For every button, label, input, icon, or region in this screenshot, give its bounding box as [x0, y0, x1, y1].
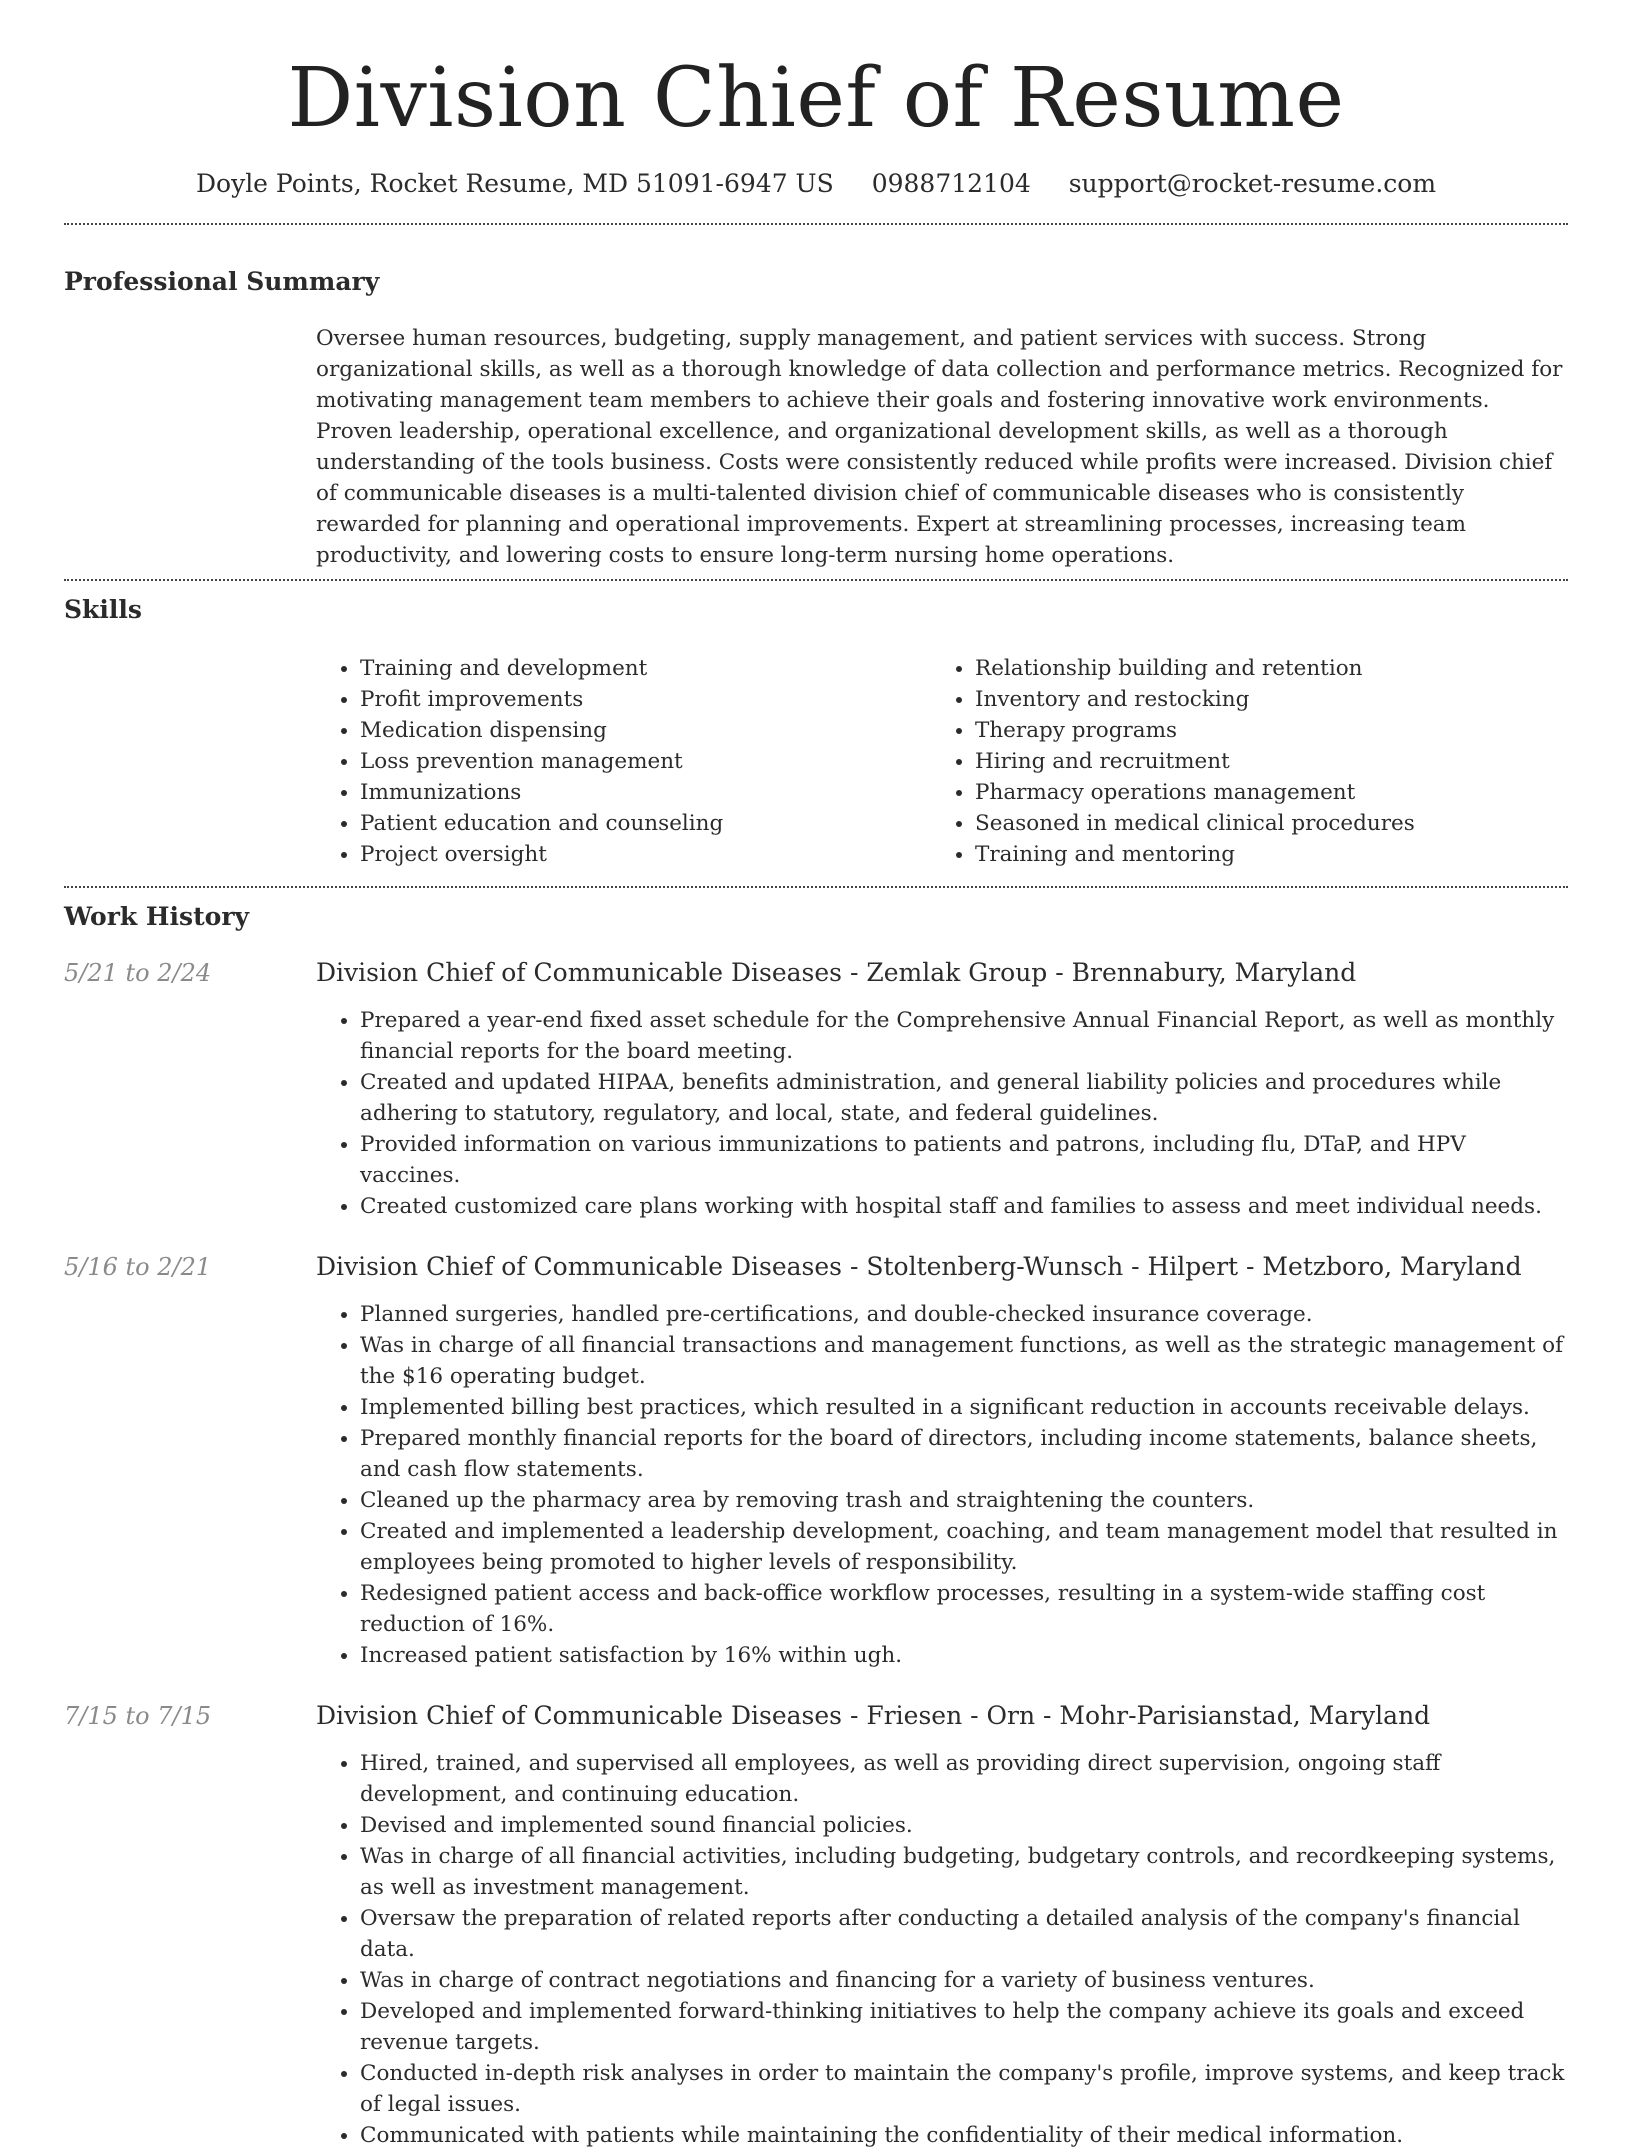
- skill-item: • Training and development: [360, 653, 931, 684]
- section-divider: [64, 886, 1568, 888]
- summary-heading: Professional Summary: [64, 266, 380, 296]
- job-bullet: • Provided information on various immunizations to patients and patrons, including flu, DTaP, and HPV vaccines.: [360, 1129, 1568, 1191]
- job-title: Division Chief of Communicable Diseases - Stoltenberg-Wunsch - Hilpert - Metzboro, Maryland: [316, 1251, 1522, 1281]
- job-bullet: • Devised and implemented sound financial policies.: [360, 1810, 1568, 1841]
- job-title: Division Chief of Communicable Diseases - Friesen - Orn - Mohr-Parisianstad, Maryland: [316, 1700, 1431, 1730]
- job-bullet: • Prepared a year-end fixed asset schedule for the Comprehensive Annual Financial Report, as well as monthly financial reports for the board meeting.: [360, 1005, 1568, 1067]
- resume-name: Division Chief of Resume: [287, 51, 1345, 146]
- job-bullet: • Developed and implemented forward-thinking initiatives to help the company achieve its goals and exceed revenue targets.: [360, 1996, 1568, 2058]
- job-bullet: • Was in charge of all financial activities, including budgeting, budgetary controls, and recordkeeping systems, as well as investment management.: [360, 1841, 1568, 1903]
- job-entry: [64, 1252, 1568, 1671]
- skill-item: • Profit improvements: [360, 684, 931, 715]
- job-header: [64, 1252, 1568, 1281]
- skill-item: • Immunizations: [360, 777, 931, 808]
- contact-address: Doyle Points, Rocket Resume, MD 51091-6947 US: [195, 169, 834, 199]
- job-bullet: • Implemented billing best practices, which resulted in a significant reduction in accounts receivable delays.: [360, 1392, 1568, 1423]
- job-bullet: • Increased patient satisfaction by 16% within ugh.: [360, 1640, 1568, 1671]
- skill-item: • Medication dispensing: [360, 715, 931, 746]
- job-bullet: • Was in charge of all financial transactions and management functions, as well as the strategic management of the $16 operating budget.: [360, 1330, 1568, 1392]
- job-header: [64, 1701, 1568, 1730]
- skill-item: • Patient education and counseling: [360, 808, 931, 839]
- job-entry: [64, 958, 1568, 1222]
- work-heading: Work History: [64, 901, 250, 931]
- job-bullet: • Planned surgeries, handled pre-certifications, and double-checked insurance coverage.: [360, 1299, 1568, 1330]
- job-bullet: • Created and updated HIPAA, benefits administration, and general liability policies and procedures while adhering to statutory, regulatory, and local, state, and federal guidelines.: [360, 1067, 1568, 1129]
- job-bullet: • Hired, trained, and supervised all employees, as well as providing direct supervision, ongoing staff development, and continuing education.: [360, 1748, 1568, 1810]
- summary-section: [64, 267, 1568, 571]
- job-bullet-list: [316, 1005, 1568, 1222]
- job-title: Division Chief of Communicable Diseases - Zemlak Group - Brennabury, Maryland: [316, 957, 1357, 987]
- work-history-list: [64, 958, 1568, 2151]
- skills-grid: [316, 653, 1568, 870]
- job-bullet: • Created and implemented a leadership development, coaching, and team management model that resulted in employees being promoted to higher levels of responsibility.: [360, 1516, 1568, 1578]
- skill-item: • Inventory and restocking: [975, 684, 1546, 715]
- skill-item: • Pharmacy operations management: [975, 777, 1546, 808]
- job-dates: 5/21 to 2/24: [64, 958, 212, 987]
- job-bullet: • Conducted in-depth risk analyses in order to maintain the company's profile, improve systems, and keep track of legal issues.: [360, 2058, 1568, 2120]
- job-bullet: • Was in charge of contract negotiations and financing for a variety of business ventures.: [360, 1965, 1568, 1996]
- skills-column-left: [316, 653, 931, 870]
- contact-line: [64, 168, 1568, 201]
- job-bullet: • Created customized care plans working with hospital staff and families to assess and meet individual needs.: [360, 1191, 1568, 1222]
- job-dates: 7/15 to 7/15: [64, 1701, 212, 1730]
- skill-item: • Project oversight: [360, 839, 931, 870]
- job-header: [64, 958, 1568, 987]
- skill-item: • Training and mentoring: [975, 839, 1546, 870]
- contact-email: support@rocket-resume.com: [1068, 169, 1437, 199]
- skill-item: • Therapy programs: [975, 715, 1546, 746]
- skills-section: [64, 595, 1568, 870]
- skill-item: • Seasoned in medical clinical procedures: [975, 808, 1546, 839]
- job-bullet: • Prepared monthly financial reports for the board of directors, including income statements, balance sheets, and cash flow statements.: [360, 1423, 1568, 1485]
- skills-column-right: [931, 653, 1546, 870]
- skill-item: • Hiring and recruitment: [975, 746, 1546, 777]
- job-entry: [64, 1701, 1568, 2151]
- job-dates: 5/16 to 2/21: [64, 1252, 212, 1281]
- job-bullet: • Redesigned patient access and back-office workflow processes, resulting in a system-wide staffing cost reduction of 16%.: [360, 1578, 1568, 1640]
- job-bullet-list: [316, 1748, 1568, 2151]
- job-bullet: • Oversaw the preparation of related reports after conducting a detailed analysis of the company's financial data.: [360, 1903, 1568, 1965]
- work-section: [64, 902, 1568, 2151]
- skill-item: • Loss prevention management: [360, 746, 931, 777]
- job-bullet-list: [316, 1299, 1568, 1671]
- skills-heading: Skills: [64, 594, 142, 624]
- summary-text: Oversee human resources, budgeting, supply management, and patient services with success. Strong organizational skills, as well as a thorough knowledge of data collection and performance metrics. Recognized for motivating management team members to achieve their goals and fostering innovative work environments. Proven leadership, operational excellence, and organizational development skills, as well as a thorough understanding of the tools business. Costs were consistently reduced while profits were increased. Division chief of communicable diseases is a multi-talented division chief of communicable diseases who is consistently rewarded for planning and operational improvements. Expert at streamlining processes, increasing team productivity, and lowering costs to ensure long-term nursing home operations.: [316, 325, 1563, 568]
- section-divider: [64, 223, 1568, 225]
- skill-item: • Relationship building and retention: [975, 653, 1546, 684]
- job-bullet: • Communicated with patients while maintaining the confidentiality of their medical information.: [360, 2120, 1568, 2151]
- section-divider: [64, 579, 1568, 581]
- contact-phone: 0988712104: [871, 169, 1031, 199]
- job-bullet: • Cleaned up the pharmacy area by removing trash and straightening the counters.: [360, 1485, 1568, 1516]
